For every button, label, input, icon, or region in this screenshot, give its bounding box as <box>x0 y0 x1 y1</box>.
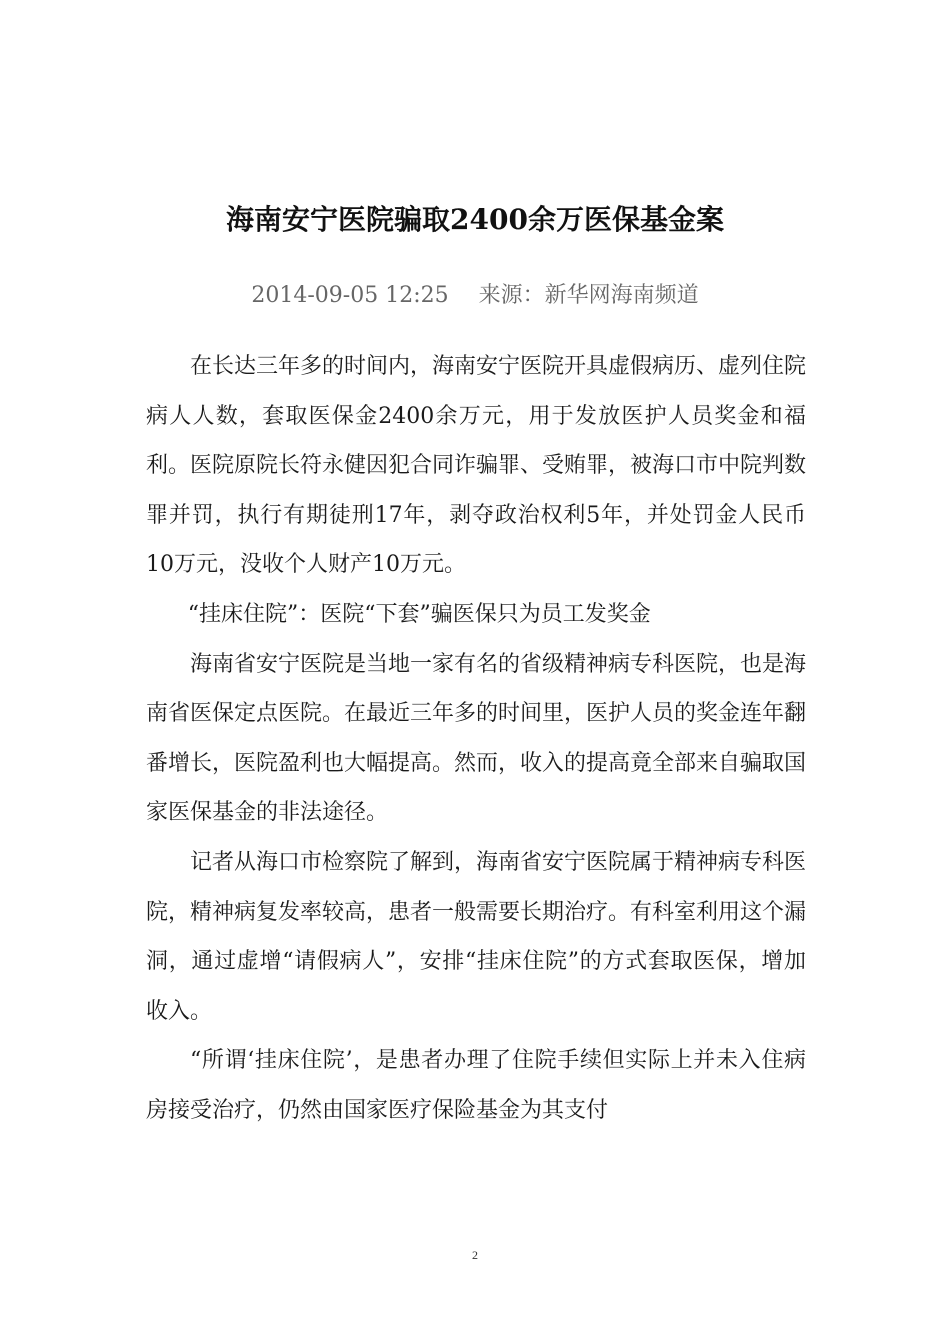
article-body <box>146 342 806 1136</box>
subheading: “挂床住院”：医院“下套”骗医保只为员工发奖金 <box>187 601 651 627</box>
article-datetime: 2014-09-05 12:25 <box>251 283 449 308</box>
paragraph: “所谓‘挂床住院’，是患者办理了住院手续但实际上并未入住病房接受治疗，仍然由国家医疗保险基金为其支付 <box>146 1048 806 1123</box>
page-number: 2 <box>472 1248 478 1262</box>
article-title: 海南安宁医院骗取2400余万医保基金案 <box>226 203 724 236</box>
article-source: 来源：新华网海南频道 <box>478 283 699 308</box>
article-meta <box>0 276 950 316</box>
paragraph: 在长达三年多的时间内，海南安宁医院开具虚假病历、虚列住院病人人数，套取医保金2400余万元，用于发放医护人员奖金和福利。医院原院长符永健因犯合同诈骗罪、受贿罪，被海口市中院判数罪并罚，执行有期徒刑17年，剥夺政治权利5年，并处罚金人民币10万元，没收个人财产10万元。 <box>146 354 807 578</box>
paragraph: 海南省安宁医院是当地一家有名的省级精神病专科医院，也是海南省医保定点医院。在最近三年多的时间里，医护人员的奖金连年翻番增长，医院盈利也大幅提高。然而，收入的提高竟全部来自骗取国家医保基金的非法途径。 <box>146 651 807 826</box>
paragraph: 记者从海口市检察院了解到，海南省安宁医院属于精神病专科医院，精神病复发率较高，患者一般需要长期治疗。有科室利用这个漏洞，通过虚增“请假病人”，安排“挂床住院”的方式套取医保，增加收入。 <box>146 849 807 1024</box>
